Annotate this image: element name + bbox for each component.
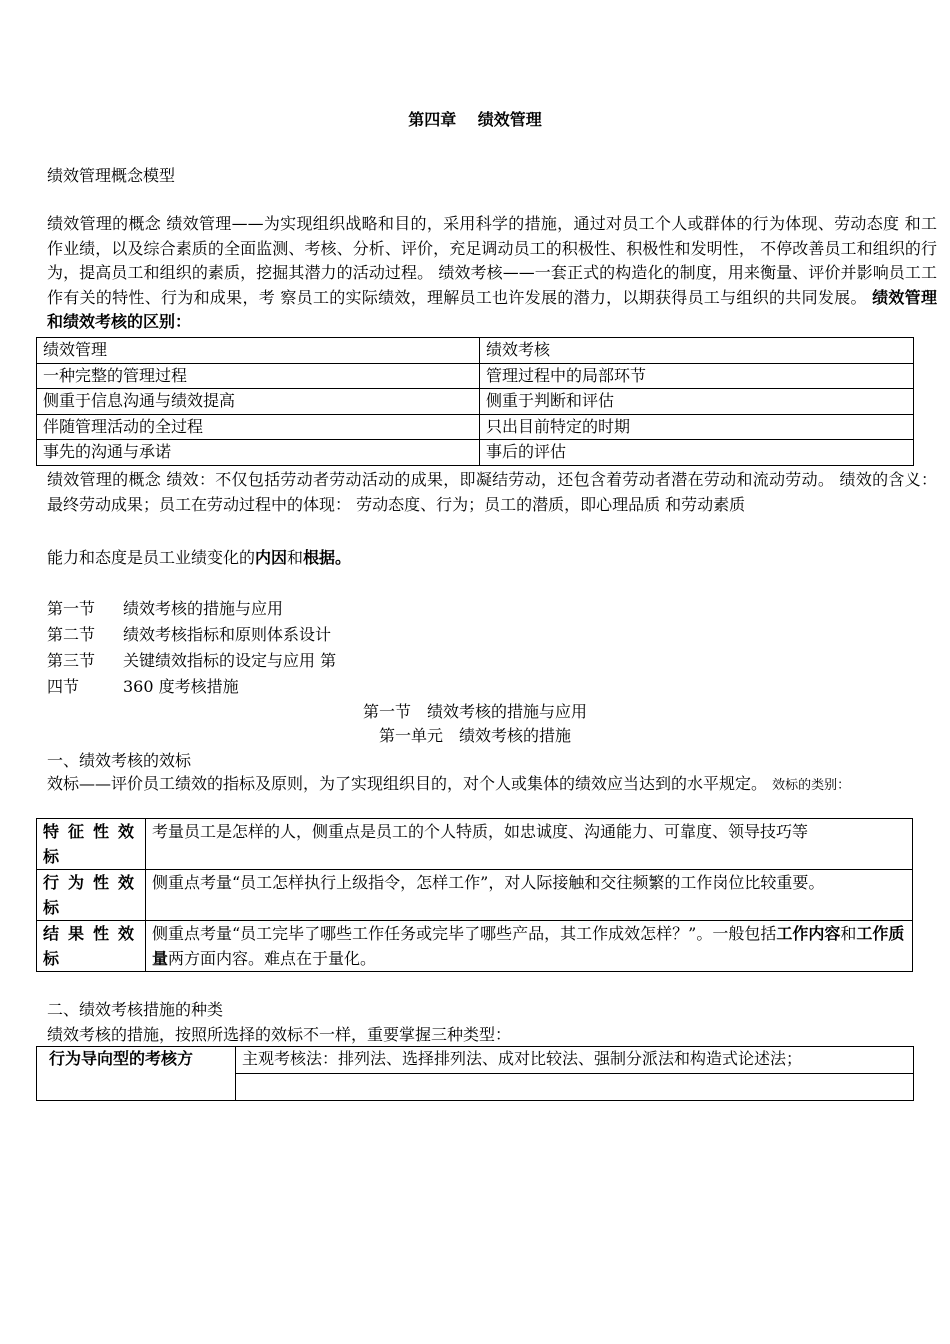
table-row: [37, 440, 914, 466]
section-name: 绩效考核的措施与应用: [123, 599, 284, 618]
table-row: [37, 870, 913, 921]
difference-table: [36, 337, 914, 466]
criteria-desc-bold: 工作质量: [152, 924, 905, 968]
table-cell: 事后的评估: [480, 440, 914, 466]
concept-text: 绩效管理的概念 绩效管理——为实现组织战略和目的，采用科学的措施，通过对员工个人或群体的行为体现、劳动态度 和工作业绩，以及综合素质的全面监测、考核、分析、评价，充足调动员工的积极性、积极性和发明性， 不停改善员工和组织的行为，提高员工和组织的素质，挖掘其潜力的活动过程。 绩效考核——一套正式的构造化的制度，用来衡量、评价并影响员工工作有关的特性、行为和成果，考 察员工的实际绩效，理解员工也许发展的潜力，以期获得员工与组织的共同发展。: [47, 214, 937, 307]
table-cell: 管理过程中的局部环节: [480, 363, 914, 389]
criteria-type: 结果性效标: [37, 921, 146, 972]
section-item: [47, 596, 283, 619]
section-name: 关键绩效指标的设定与应用 第: [123, 651, 337, 670]
criteria-desc-text: 两方面内容。难点在于量化。: [168, 949, 377, 968]
section-name: 绩效考核指标和原则体系设计: [123, 625, 332, 644]
table-cell: 事先的沟通与承诺: [37, 440, 480, 466]
table-header-cell: 绩效考核: [480, 338, 914, 364]
method-type: 行为导向型的考核方: [37, 1047, 236, 1101]
ability-mid: 和: [287, 548, 304, 567]
section-number: 第三节: [47, 651, 96, 670]
performance-paragraph: 绩效管理的概念 绩效：不仅包括劳动者劳动活动的成果，即凝结劳动，还包含着劳动者潜在劳动和流动劳动。 绩效的含义：最终劳动成果；员工在劳动过程中的体现： 劳动态度、行为；员工的潜质，即心理品质 和劳动素质: [47, 470, 937, 514]
table-row: [37, 414, 914, 440]
criteria-desc-text: 侧重点考量“员工完毕了哪些工作任务或完毕了哪些产品，其工作成效怎样？”。一般包括: [152, 924, 777, 943]
model-heading: 绩效管理概念模型: [47, 166, 176, 185]
table-cell: 一种完整的管理过程: [37, 363, 480, 389]
table-cell: 伴随管理活动的全过程: [37, 414, 480, 440]
table-cell: 侧重于判断和评估: [480, 389, 914, 415]
concept-paragraph: [47, 212, 937, 335]
table-header-row: [37, 338, 914, 364]
criteria-desc: [146, 921, 913, 972]
method-desc: 主观考核法：排列法、选择排列法、成对比较法、强制分派法和构造式论述法；: [236, 1047, 914, 1074]
method-desc: [236, 1074, 914, 1101]
criteria-desc-text: 和: [840, 924, 857, 943]
section-name: 360 度考核措施: [123, 677, 239, 696]
ability-bold-1: 内因: [255, 548, 288, 567]
criteria-type: 特征性效标: [37, 819, 146, 870]
part2-intro: 绩效考核的措施，按照所选择的效标不一样，重要掌握三种类型：: [47, 1025, 512, 1044]
table-cell: 侧重于信息沟通与绩效提高: [37, 389, 480, 415]
section-heading: 第一节 绩效考核的措施与应用: [362, 702, 587, 721]
table-row: [37, 389, 914, 415]
section-item: [47, 622, 331, 645]
table-row: [37, 921, 913, 972]
ability-line: [47, 545, 351, 568]
table-row: [37, 819, 913, 870]
section-number: 四节: [47, 677, 80, 696]
part1-heading: 一、绩效考核的效标: [47, 751, 192, 770]
criteria-types-label: 效标的类别：: [772, 778, 851, 793]
table-cell: 只出目前特定的时期: [480, 414, 914, 440]
criteria-desc: [146, 870, 913, 921]
criteria-desc-bold: 工作内容: [776, 924, 841, 943]
criteria-type: 行为性效标: [37, 870, 146, 921]
page-title: 第四章 绩效管理: [408, 110, 542, 129]
section-item: [47, 674, 239, 697]
criteria-desc: [146, 819, 913, 870]
part2-heading: 二、绩效考核措施的种类: [47, 1000, 224, 1019]
table-row: [37, 1047, 914, 1074]
ability-text: 能力和态度是员工业绩变化的: [47, 548, 256, 567]
criteria-desc-text: 侧重点考量“员工怎样执行上级指令，怎样工作”，对人际接触和交往频繁的工作岗位比较重要。: [152, 873, 825, 892]
criteria-table: [36, 818, 913, 972]
criteria-definition: [47, 773, 937, 796]
table-row: [37, 363, 914, 389]
section-number: 第二节: [47, 625, 96, 644]
criteria-desc-text: 考量员工是怎样的人，侧重点是员工的个人特质，如忠诚度、沟通能力、可靠度、领导技巧等: [152, 822, 809, 841]
section-number: 第一节: [47, 599, 96, 618]
difference-heading: 绩效管理和绩效考核的区别：: [47, 287, 937, 331]
unit-heading: 第一单元 绩效考核的措施: [378, 726, 571, 745]
section-item: [47, 648, 336, 671]
table-header-cell: 绩效管理: [37, 338, 480, 364]
methods-table: [36, 1046, 914, 1101]
criteria-definition-text: 效标——评价员工绩效的指标及原则，为了实现组织目的，对个人或集体的绩效应当达到的水平规定。: [47, 774, 768, 793]
ability-bold-2: 根据。: [303, 548, 352, 567]
